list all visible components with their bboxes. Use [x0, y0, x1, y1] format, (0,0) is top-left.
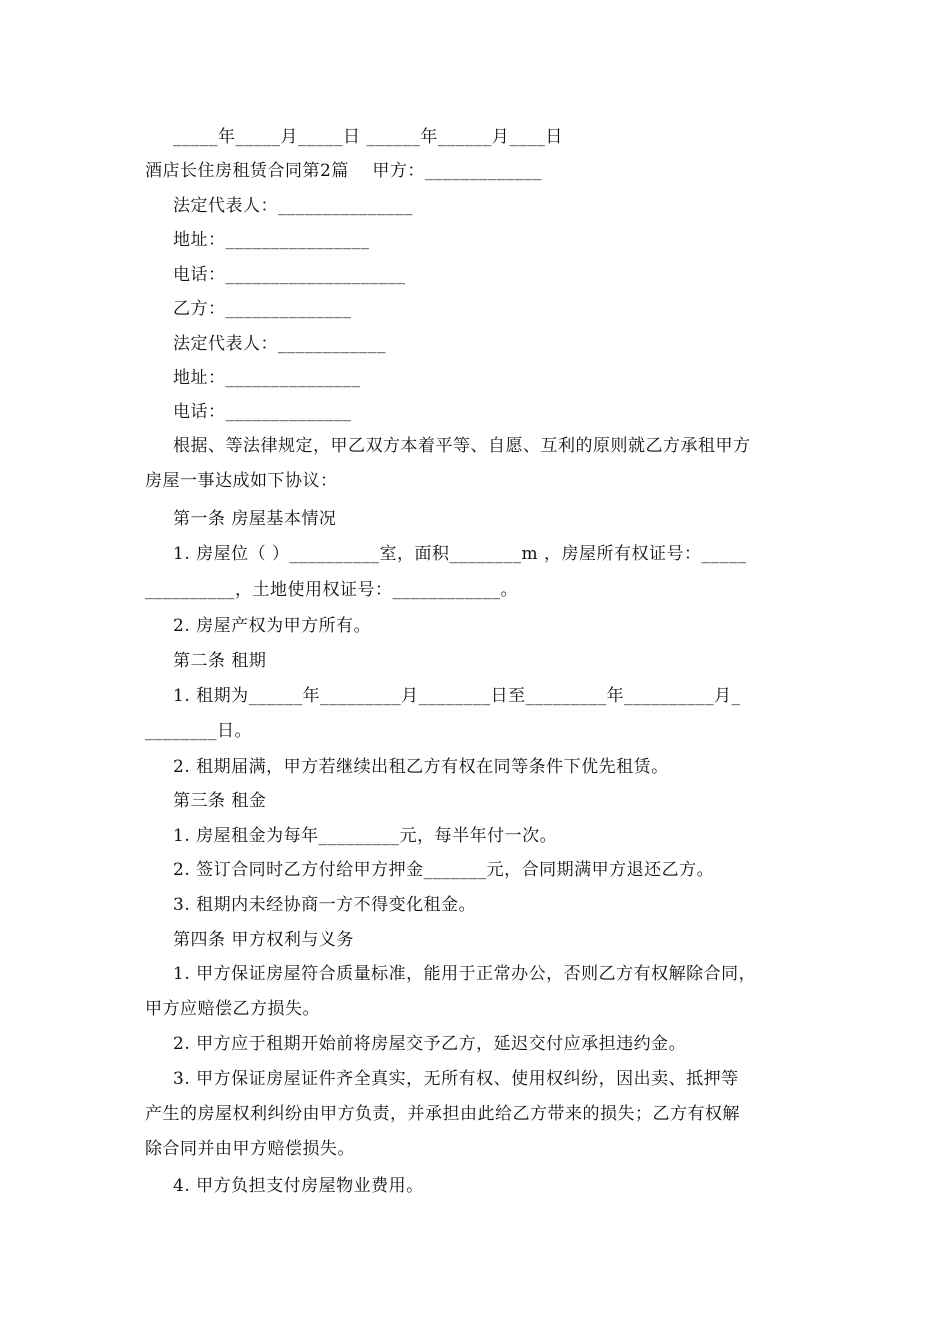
article-3-item-2: 2. 签订合同时乙方付给甲方押金_______元，合同期满甲方退还乙方。	[173, 860, 715, 880]
article-4-item-1: 1. 甲方保证房屋符合质量标准，能用于正常办公，否则乙方有权解除合同，	[173, 964, 757, 984]
article-2-heading: 第二条 租期	[173, 651, 267, 671]
article-3-item-3: 3. 租期内未经协商一方不得变化租金。	[173, 895, 477, 915]
article-2-item-1-cont: ________日。	[145, 721, 252, 741]
article-2-item-1: 1. 租期为______年_________月________日至_________年__________月_	[173, 686, 741, 706]
party-b-address: 地址：_______________	[173, 368, 361, 388]
party-b-phone: 电话：______________	[173, 402, 352, 422]
article-2-item-2: 2. 租期届满，甲方若继续出租乙方有权在同等条件下优先租赁。	[173, 757, 669, 777]
article-1-item-1-cont: __________，土地使用权证号：____________。	[145, 580, 518, 600]
party-b-line: 乙方：______________	[173, 299, 352, 319]
party-a-legal-rep: 法定代表人：_______________	[173, 196, 413, 216]
party-a-phone: 电话：____________________	[173, 265, 406, 285]
article-3-heading: 第三条 租金	[173, 791, 267, 811]
article-4-heading: 第四条 甲方权利与义务	[173, 930, 354, 950]
article-3-item-1: 1. 房屋租金为每年_________元，每半年付一次。	[173, 826, 558, 846]
party-a-address: 地址：________________	[173, 230, 370, 250]
article-4-item-3-cont-2: 除合同并由甲方赔偿损失。	[145, 1139, 355, 1159]
article-4-item-3: 3. 甲方保证房屋证件齐全真实，无所有权、使用权纠纷，因出卖、抵押等	[173, 1069, 739, 1089]
article-1-item-2: 2. 房屋产权为甲方所有。	[173, 616, 372, 636]
title-party-a-line: 酒店长住房租赁合同第2篇 甲方：_____________	[145, 161, 542, 181]
article-4-item-2: 2. 甲方应于租期开始前将房屋交予乙方，延迟交付应承担违约金。	[173, 1034, 687, 1054]
party-b-legal-rep: 法定代表人：____________	[173, 334, 386, 354]
article-1-item-1: 1. 房屋位（ ）__________室，面积________m ，房屋所有权证号：_____	[173, 544, 747, 564]
preamble-line-2: 房屋一事达成如下协议：	[145, 471, 338, 491]
date-line: _____年_____月_____日 ______年______月____日	[173, 127, 563, 147]
article-4-item-1-cont: 甲方应赔偿乙方损失。	[145, 999, 320, 1019]
preamble-line-1: 根据、等法律规定，甲乙双方本着平等、自愿、互利的原则就乙方承租甲方	[173, 436, 751, 456]
article-4-item-4: 4. 甲方负担支付房屋物业费用。	[173, 1176, 424, 1196]
article-1-heading: 第一条 房屋基本情况	[173, 509, 337, 529]
article-4-item-3-cont-1: 产生的房屋权利纠纷由甲方负责，并承担由此给乙方带来的损失；乙方有权解	[145, 1104, 740, 1124]
